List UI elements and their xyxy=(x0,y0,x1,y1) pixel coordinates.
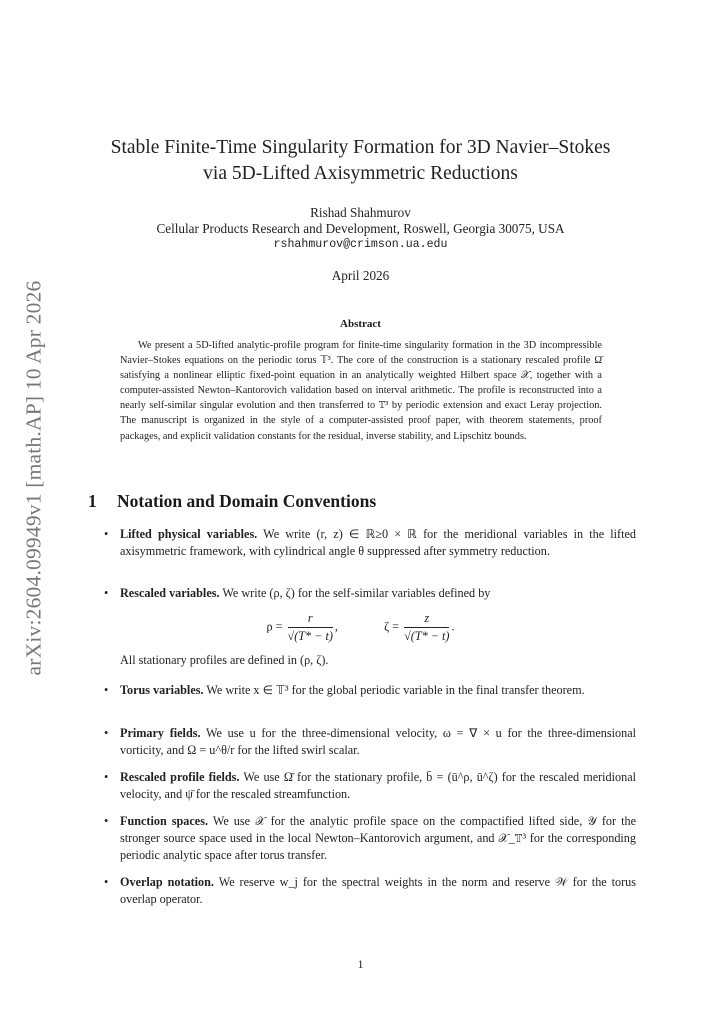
zeta-fraction xyxy=(404,611,449,644)
bullet-icon: • xyxy=(104,770,109,784)
section-heading xyxy=(88,491,376,512)
bullet-icon: • xyxy=(104,586,109,600)
item-text: We use u for the three-dimensional velocity, ω = ∇ × u for the three-dimensional vorticity, and Ω = u^θ/r for the lifted swirl scalar. xyxy=(120,726,636,757)
abstract-heading: Abstract xyxy=(340,318,381,330)
zeta-lhs: ζ = xyxy=(384,619,400,634)
rho-denominator: √(T* − t) xyxy=(287,629,333,643)
author-name: Rishad Shahmurov xyxy=(310,205,411,220)
item-text: We reserve w_j for the spectral weights in the norm and reserve 𝒲 for the torus overlap operator. xyxy=(120,875,636,906)
rho-fraction xyxy=(288,611,333,644)
author-affiliation: Cellular Products Research and Development, Roswell, Georgia 30075, USA xyxy=(156,221,565,236)
list-item xyxy=(104,585,636,602)
paper-date: April 2026 xyxy=(331,268,390,283)
author-email: rshahmurov@crimson.ua.edu xyxy=(273,238,448,251)
bullet-icon: • xyxy=(104,527,109,541)
rho-end: , xyxy=(334,619,338,634)
bullet-icon: • xyxy=(104,726,109,740)
title-line-2: via 5D-Lifted Axisymmetric Reductions xyxy=(203,163,518,184)
title-line-1: Stable Finite-Time Singularity Formation for 3D Navier–Stokes xyxy=(110,137,611,158)
list-item xyxy=(104,526,636,560)
item-lead: Torus variables. xyxy=(120,683,204,697)
item-text: We use 𝒳 for the analytic profile space on the compactified lifted side, 𝒴 for the stronger source space used in the local Newton–Kantorovich argument, and 𝒳_𝕋³ for the corresponding periodic analytic space after torus transfer. xyxy=(120,814,637,862)
bullet-icon: • xyxy=(104,683,109,697)
item-lead: Overlap notation. xyxy=(120,875,214,889)
rho-lhs: ρ = xyxy=(266,619,283,634)
page-number: 1 xyxy=(357,957,364,971)
paper-title xyxy=(0,135,721,187)
list-item xyxy=(104,769,636,803)
zeta-end: . xyxy=(451,619,455,634)
item-lead: Lifted physical variables. xyxy=(120,527,258,541)
list-item xyxy=(104,682,636,699)
abstract-text: We present a 5D-lifted analytic-profile program for finite-time singularity formation in the 3D incompressible Navier–Stokes equations on the periodic torus 𝕋³. The core of the construction is a stationary rescaled profile Ω̄ satisfying a nonlinear elliptic fixed-point equation in an analytically weighted Hilbert space 𝒳, together with a computer-assisted Newton–Kantorovich validation based on interval arithmetic. The profile is reconstructed into a nearly self-similar singular evolution and then transferred to 𝕋³ by periodic extension and exact Leray projection. The manuscript is organized in the style of a computer-assisted proof paper, with theorem statements, proof packages, and explicit validation constants for the residual, inverse stability, and Lipschitz bounds. xyxy=(120,340,602,442)
zeta-denominator: √(T* − t) xyxy=(404,629,450,643)
item-text: We write x ∈ 𝕋³ for the global periodic variable in the final transfer theorem. xyxy=(206,683,585,697)
list-item xyxy=(104,874,636,908)
item-lead: Primary fields. xyxy=(120,726,201,740)
item-text: We write (ρ, ζ) for the self-similar variables defined by xyxy=(222,586,491,600)
item-lead: Function spaces. xyxy=(120,814,208,828)
section-title: Notation and Domain Conventions xyxy=(117,491,377,511)
item-lead: Rescaled variables. xyxy=(120,586,220,600)
item-text: We use Ω̄ for the stationary profile, b̄ = (ū^ρ, ū^ζ) for the rescaled meridional velocity, and ψ̄ for the rescaled streamfunction. xyxy=(120,770,637,801)
section-number: 1 xyxy=(88,491,97,511)
bullet-icon: • xyxy=(104,875,109,889)
equation-followup-text: All stationary profiles are defined in (ρ, ζ). xyxy=(120,653,329,667)
rescaled-variables-equation xyxy=(0,611,721,644)
arxiv-identifier-stamp: arXiv:2604.09949v1 [math.AP] 10 Apr 2026 xyxy=(21,280,46,676)
bullet-icon: • xyxy=(104,814,109,828)
zeta-numerator: z xyxy=(404,611,449,628)
list-item xyxy=(104,813,636,864)
rho-numerator: r xyxy=(288,611,333,628)
item-lead: Rescaled profile fields. xyxy=(120,770,240,784)
list-item xyxy=(104,725,636,759)
item-text: We write (r, z) ∈ ℝ≥0 × ℝ for the meridional variables in the lifted axisymmetric framework, with cylindrical angle θ suppressed after symmetry reduction. xyxy=(120,527,636,558)
